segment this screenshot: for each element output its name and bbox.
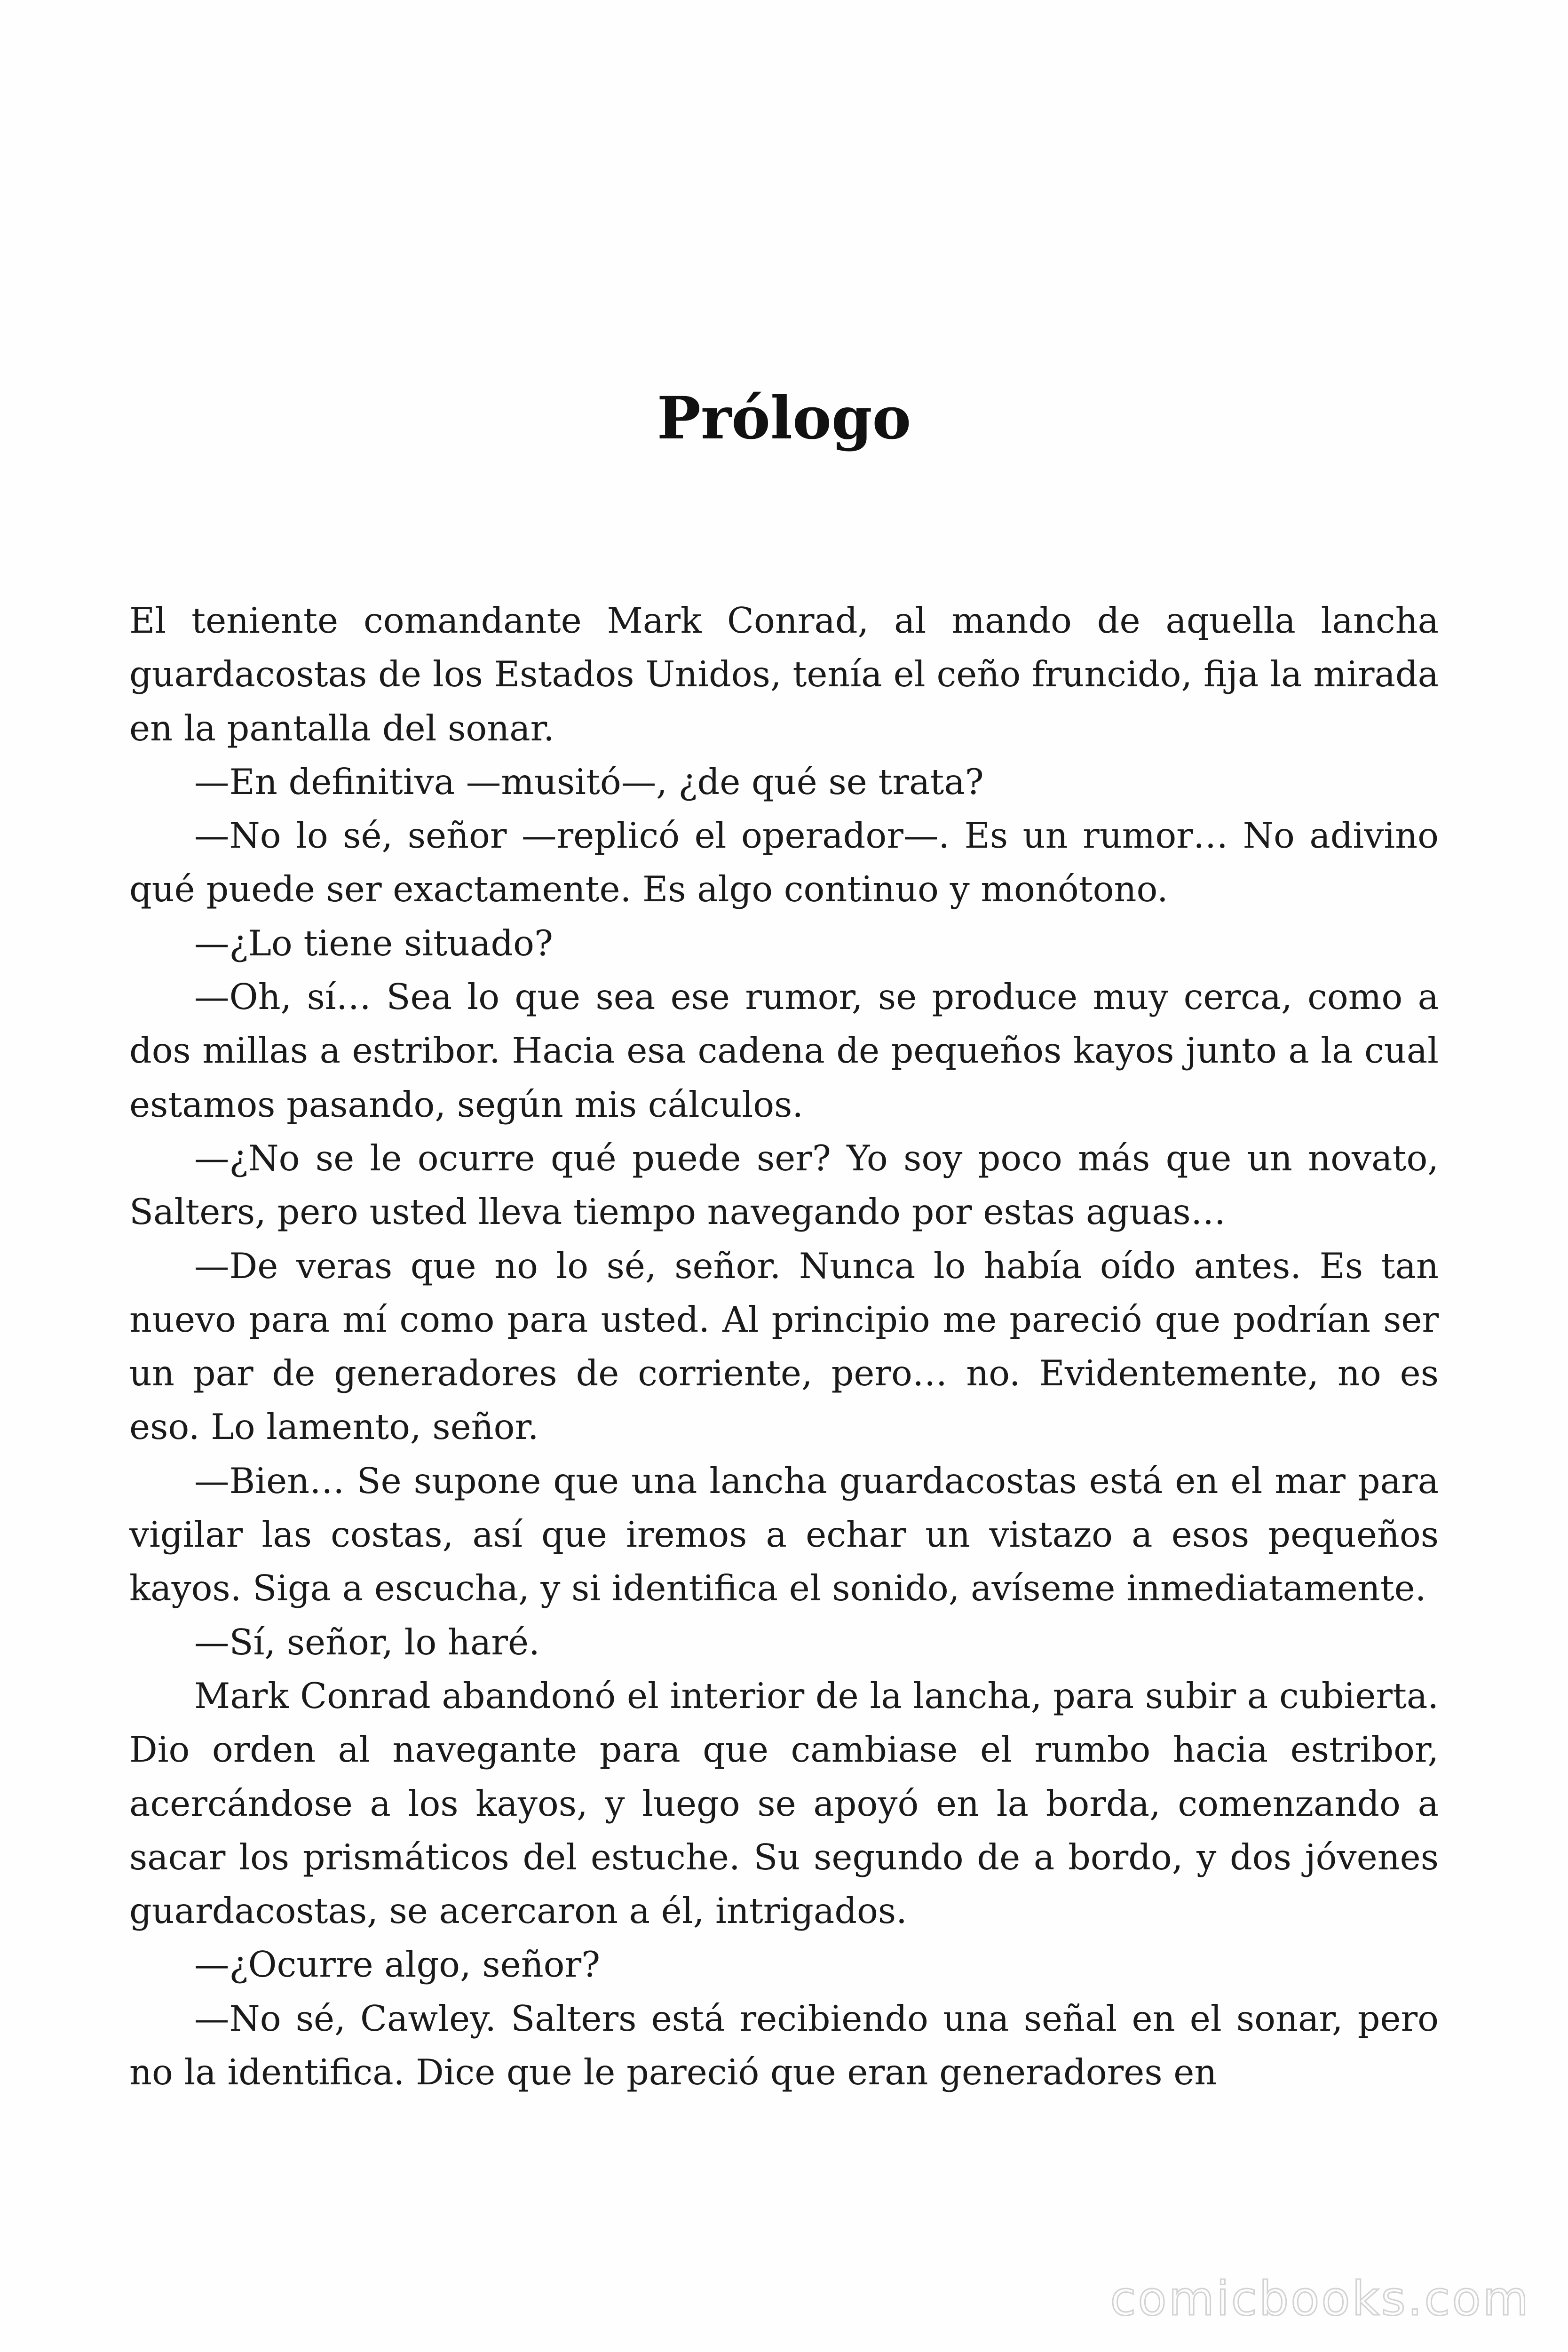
paragraph: —¿Ocurre algo, señor? (194, 1944, 601, 1986)
paragraph: —¿Lo tiene situado? (194, 922, 553, 964)
paragraph: —De veras que no lo sé, señor. Nunca lo había oído antes. Es tan nuevo para mí como para usted. Al principio me pareció que podrían ser un par de generadores de corriente, pero… no. Evidentemente, no es eso. Lo lamento, señor. (129, 1245, 1439, 1448)
body-text (129, 594, 1439, 2099)
paragraph: —Oh, sí… Sea lo que sea ese rumor, se produce muy cerca, como a dos millas a estribor. Hacia esa cadena de pequeños kayos junto a la cual estamos pasando, según mis cálculos. (129, 977, 1439, 1125)
paragraph: El teniente comandante Mark Conrad, al mando de aquella lancha guardacostas de los Estados Unidos, tenía el ceño fruncido, fija la mirada en la pantalla del sonar. (129, 600, 1439, 749)
paragraph: —Sí, señor, lo haré. (194, 1621, 540, 1663)
chapter-title: Prólogo (657, 384, 911, 453)
paragraph: Mark Conrad abandonó el interior de la lancha, para subir a cubierta. Dio orden al navegante para que cambiase el rumbo hacia estribor, acercándose a los kayos, y luego se apoyó en la borda, comenzando a sacar los prismáticos del estuche. Su segundo de a bordo, y dos jóvenes guardacostas, se acercaron a él, intrigados. (129, 1675, 1439, 1932)
paragraph: —Bien… Se supone que una lancha guardacostas está en el mar para vigilar las costas, así que iremos a echar un vistazo a esos pequeños kayos. Siga a escucha, y si identifica el sonido, avíseme inmediatamente. (129, 1460, 1439, 1609)
watermark: comicbooks.com (1110, 2271, 1530, 2326)
paragraph: —No lo sé, señor —replicó el operador—. Es un rumor… No adivino qué puede ser exactamente. Es algo continuo y monótono. (129, 815, 1439, 910)
paragraph: —En definitiva —musitó—, ¿de qué se trata? (194, 761, 984, 803)
paragraph: —No sé, Cawley. Salters está recibiendo una señal en el sonar, pero no la identifica. Dice que le pareció que eran generadores en (129, 1998, 1439, 2093)
paragraph: —¿No se le ocurre qué puede ser? Yo soy poco más que un novato, Salters, pero usted lleva tiempo navegando por estas aguas… (129, 1137, 1439, 1233)
